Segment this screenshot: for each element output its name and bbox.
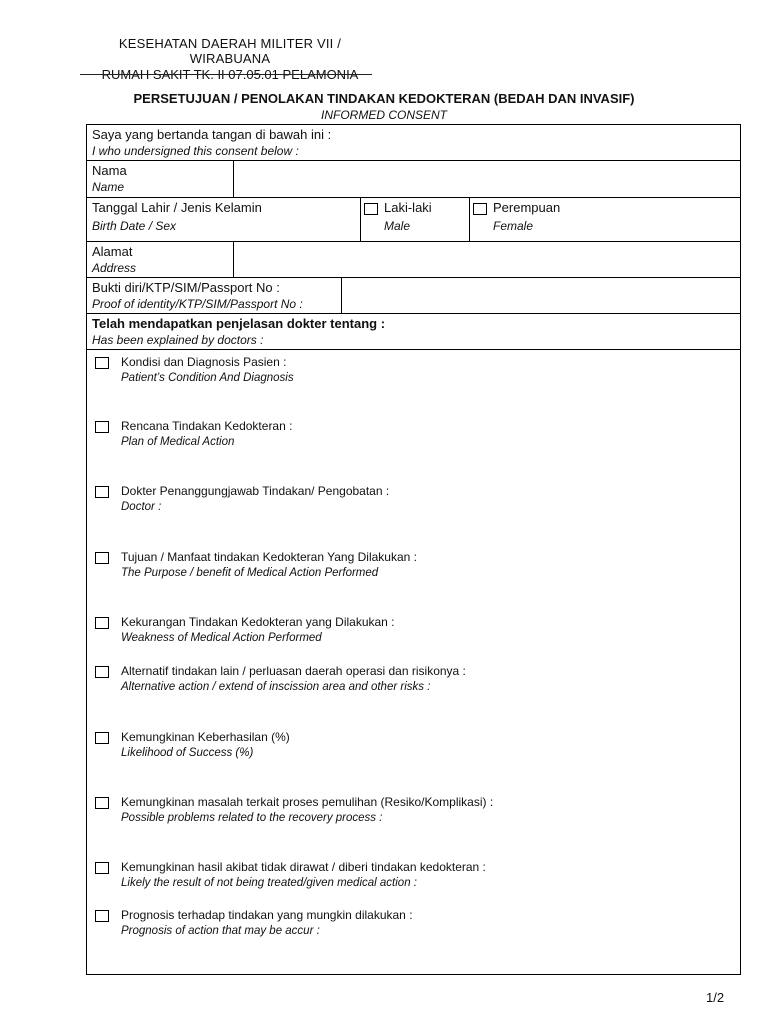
female-option[interactable]	[469, 198, 740, 241]
address-label: Alamat	[92, 244, 133, 259]
identity-field[interactable]	[341, 278, 740, 313]
document-title: PERSETUJUAN / PENOLAKAN TINDAKAN KEDOKTERAN (BEDAH DAN INVASIF)	[133, 91, 635, 106]
doctor-checkbox[interactable]	[95, 486, 109, 498]
recovery-risk-checkbox[interactable]	[95, 797, 109, 809]
item-label-en: The Purpose / benefit of Medical Action Performed	[121, 567, 379, 579]
female-label-en: Female	[493, 219, 534, 233]
page-number: 1/2	[706, 990, 725, 1005]
item-label: Tujuan / Manfaat tindakan Kedokteran Yang Dilakukan :	[121, 550, 417, 564]
item-label-en: Prognosis of action that may be accur :	[121, 925, 320, 937]
item-label: Prognosis terhadap tindakan yang mungkin dilakukan :	[121, 908, 413, 922]
male-option[interactable]	[360, 198, 469, 241]
item-label: Kekurangan Tindakan Kedokteran yang Dilakukan :	[121, 615, 395, 629]
address-field[interactable]	[233, 242, 740, 277]
name-label-en: Name	[92, 180, 125, 194]
item-label-en: Patient’s Condition And Diagnosis	[121, 372, 294, 384]
name-label: Nama	[92, 163, 127, 178]
item-label-en: Doctor :	[121, 501, 162, 513]
name-row	[87, 161, 740, 198]
birth-sex-label: Tanggal Lahir / Jenis Kelamin	[92, 200, 262, 215]
intro-row	[87, 125, 740, 161]
birth-sex-label-en: Birth Date / Sex	[92, 219, 177, 233]
male-label: Laki-laki	[384, 200, 432, 215]
item-label: Rencana Tindakan Kedokteran :	[121, 419, 293, 433]
male-checkbox[interactable]	[364, 203, 378, 215]
consent-form	[86, 124, 741, 975]
item-label-en: Likely the result of not being treated/given medical action :	[121, 877, 417, 889]
female-checkbox[interactable]	[473, 203, 487, 215]
explanation-heading-row	[87, 314, 740, 350]
address-label-en: Address	[92, 261, 137, 275]
condition-checkbox[interactable]	[95, 357, 109, 369]
item-label-en: Possible problems related to the recovery process :	[121, 812, 383, 824]
item-label-en: Weakness of Medical Action Performed	[121, 632, 322, 644]
birth-sex-row	[87, 198, 740, 242]
item-label: Kemungkinan Keberhasilan (%)	[121, 730, 290, 744]
document-subtitle: INFORMED CONSENT	[321, 108, 447, 122]
intro-label-en: I who undersigned this consent below :	[92, 144, 299, 158]
item-label: Alternatif tindakan lain / perluasan daerah operasi dan risikonya :	[121, 664, 466, 678]
hospital-name: RUMAH SAKIT TK. II 07.05.01 PELAMONIA	[101, 67, 359, 82]
item-label-en: Plan of Medical Action	[121, 436, 235, 448]
action-plan-checkbox[interactable]	[95, 421, 109, 433]
intro-label: Saya yang bertanda tangan di bawah ini :	[92, 127, 332, 142]
header-divider	[80, 74, 372, 75]
untreated-result-checkbox[interactable]	[95, 862, 109, 874]
item-label: Kemungkinan masalah terkait proses pemulihan (Resiko/Komplikasi) :	[121, 795, 494, 809]
name-field[interactable]	[233, 161, 740, 197]
address-row	[87, 242, 740, 278]
male-label-en: Male	[384, 219, 411, 233]
explanation-heading: Telah mendapatkan penjelasan dokter tentang :	[92, 316, 386, 331]
identity-row	[87, 278, 740, 314]
item-label-en: Likelihood of Success (%)	[121, 747, 254, 759]
identity-label-en: Proof of identity/KTP/SIM/Passport No :	[92, 297, 303, 311]
alternative-checkbox[interactable]	[95, 666, 109, 678]
success-checkbox[interactable]	[95, 732, 109, 744]
form-header	[80, 36, 380, 82]
item-label: Dokter Penanggungjawab Tindakan/ Pengobatan :	[121, 484, 390, 498]
explanation-heading-en: Has been explained by doctors :	[92, 333, 264, 347]
organization-name: KESEHATAN DAERAH MILITER VII / WIRABUANA	[118, 36, 342, 66]
identity-label: Bukti diri/KTP/SIM/Passport No :	[92, 280, 280, 295]
item-label-en: Alternative action / extend of inscission area and other risks :	[121, 681, 431, 693]
purpose-checkbox[interactable]	[95, 552, 109, 564]
item-label: Kondisi dan Diagnosis Pasien :	[121, 355, 287, 369]
female-label: Perempuan	[493, 200, 561, 215]
item-label: Kemungkinan hasil akibat tidak dirawat / diberi tindakan kedokteran :	[121, 860, 486, 874]
weakness-checkbox[interactable]	[95, 617, 109, 629]
prognosis-checkbox[interactable]	[95, 910, 109, 922]
